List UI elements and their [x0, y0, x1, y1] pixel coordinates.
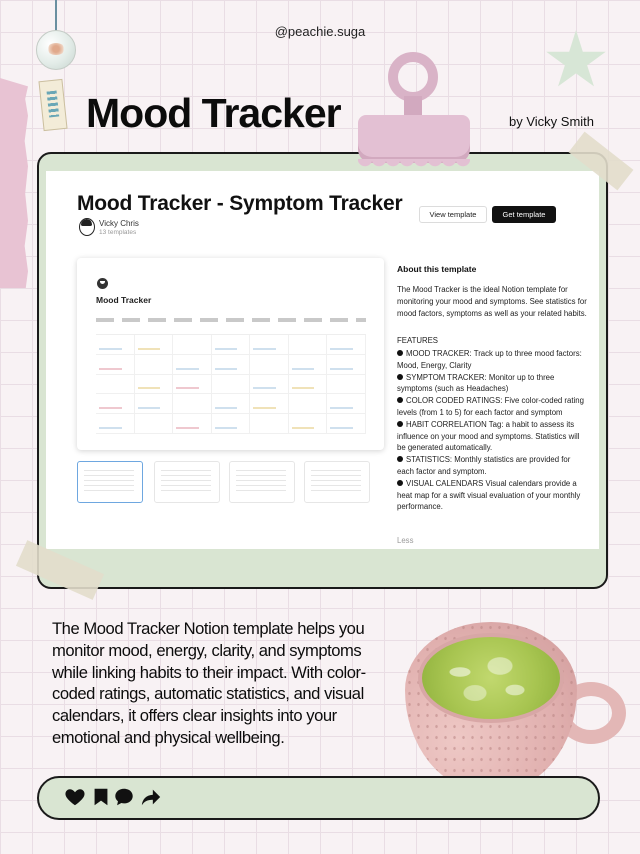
calendar-cell [327, 335, 366, 355]
features-heading: FEATURES [397, 336, 439, 345]
calendar-cell [96, 414, 135, 434]
bullet-icon [397, 456, 403, 462]
calendar-cell [327, 414, 366, 434]
calendar-entry [330, 407, 353, 409]
washi-tape-decoration [0, 78, 28, 288]
calendar-cell [289, 394, 328, 414]
feature-item: HABIT CORRELATION Tag: a habit to assess its influence on your mood and symptoms. Statistics will be generated automatically. [397, 419, 580, 453]
wind-chime-icon [36, 30, 76, 70]
preview-calendar [96, 334, 366, 434]
calendar-cell [327, 394, 366, 414]
author-template-count: 13 templates [99, 229, 137, 236]
byline: by Vicky Smith [509, 114, 595, 129]
calendar-cell [250, 335, 289, 355]
bookmark-icon[interactable] [90, 786, 112, 808]
calendar-cell [212, 414, 251, 434]
calendar-cell [327, 355, 366, 375]
star-decoration [545, 30, 607, 92]
calendar-entry [253, 407, 276, 409]
preview-thumbnail-3[interactable] [229, 461, 295, 503]
calendar-cell [173, 414, 212, 434]
calendar-cell [212, 375, 251, 395]
calendar-entry [176, 387, 199, 389]
calendar-entry [330, 427, 353, 429]
author-name[interactable]: Vicky Chris [99, 219, 139, 228]
author-handle[interactable]: @peachie.suga [274, 24, 366, 39]
calendar-cell [173, 394, 212, 414]
feature-item: SYMPTOM TRACKER: Monitor up to three symptoms (such as Headaches) [397, 372, 555, 394]
preview-title: Mood Tracker [96, 295, 152, 305]
calendar-entry [330, 368, 353, 370]
ice-cubes [440, 648, 540, 708]
calendar-entry [138, 348, 161, 350]
calendar-entry [292, 368, 315, 370]
calendar-cell [96, 394, 135, 414]
calendar-cell [135, 335, 174, 355]
calendar-cell [96, 355, 135, 375]
bullet-icon [397, 421, 403, 427]
preview-tabs [96, 318, 366, 322]
preview-thumbnail-1[interactable] [77, 461, 143, 503]
smiley-icon [97, 278, 108, 289]
calendar-cell [212, 355, 251, 375]
calendar-cell [96, 335, 135, 355]
template-title: Mood Tracker - Symptom Tracker [77, 192, 403, 215]
calendar-entry [215, 427, 238, 429]
calendar-cell [135, 355, 174, 375]
calendar-entry [215, 407, 238, 409]
calendar-entry [138, 387, 161, 389]
features-list [397, 348, 585, 513]
comment-icon[interactable] [113, 786, 135, 808]
calendar-cell [212, 394, 251, 414]
bullet-icon [397, 480, 403, 486]
calendar-entry [253, 387, 276, 389]
calendar-cell [250, 355, 289, 375]
bullet-icon [397, 397, 403, 403]
calendar-cell [173, 355, 212, 375]
less-link[interactable]: Less [397, 536, 414, 545]
heart-icon[interactable] [64, 786, 86, 808]
calendar-entry [330, 348, 353, 350]
calendar-entry [176, 427, 199, 429]
calendar-cell [289, 414, 328, 434]
wind-chime-tag-decoration [38, 79, 67, 131]
calendar-entry [253, 348, 276, 350]
page-title: Mood Tracker [86, 90, 341, 136]
feature-item: COLOR CODED RATINGS: Five color-coded rating levels (from 1 to 5) for each factor and symptom [397, 396, 584, 417]
about-heading: About this template [397, 264, 477, 274]
calendar-entry [99, 348, 122, 350]
feature-item: VISUAL CALENDARS Visual calendars provide a heat map for a swift visual evaluation of your monthly performance. [397, 478, 581, 512]
share-icon[interactable] [140, 786, 162, 808]
preview-thumbnail-2[interactable] [154, 461, 220, 503]
calendar-entry [99, 427, 122, 429]
calendar-entry [99, 407, 122, 409]
binder-clip-icon [358, 115, 470, 163]
calendar-cell [135, 414, 174, 434]
calendar-cell [173, 335, 212, 355]
post-description: The Mood Tracker Notion template helps you monitor mood, energy, clarity, and symptoms while linking habits to their impact. With color-coded ratings, automatic statistics, and visual calendars, it offers clear insights into your emotional and physical wellbeing. [52, 619, 366, 747]
calendar-cell [96, 375, 135, 395]
feature-item: MOOD TRACKER: Track up to three mood factors: Mood, Energy, Clarity [397, 349, 582, 370]
preview-thumbnail-4[interactable] [304, 461, 370, 503]
template-preview-image[interactable] [77, 258, 384, 450]
binder-clip-ring [388, 52, 438, 102]
calendar-cell [250, 414, 289, 434]
calendar-entry [292, 387, 315, 389]
calendar-cell [135, 375, 174, 395]
calendar-entry [99, 368, 122, 370]
calendar-entry [292, 427, 315, 429]
calendar-cell [250, 375, 289, 395]
calendar-entry [138, 407, 161, 409]
calendar-entry [215, 368, 238, 370]
calendar-cell [289, 355, 328, 375]
view-template-button[interactable]: View template [419, 206, 487, 223]
feature-item: STATISTICS: Monthly statistics are provided for each factor and symptom. [397, 455, 571, 476]
calendar-entry [215, 348, 238, 350]
bullet-icon [397, 350, 403, 356]
bullet-icon [397, 374, 403, 380]
calendar-cell [327, 375, 366, 395]
get-template-button[interactable]: Get template [492, 206, 556, 223]
calendar-cell [173, 375, 212, 395]
avatar[interactable] [79, 218, 95, 236]
about-description: The Mood Tracker is the ideal Notion template for monitoring your mood and symptoms. See statistics for mood factors, symptoms as well as your related habits. [397, 285, 587, 318]
calendar-cell [135, 394, 174, 414]
calendar-entry [176, 368, 199, 370]
calendar-cell [289, 375, 328, 395]
calendar-cell [250, 394, 289, 414]
calendar-cell [212, 335, 251, 355]
calendar-cell [289, 335, 328, 355]
